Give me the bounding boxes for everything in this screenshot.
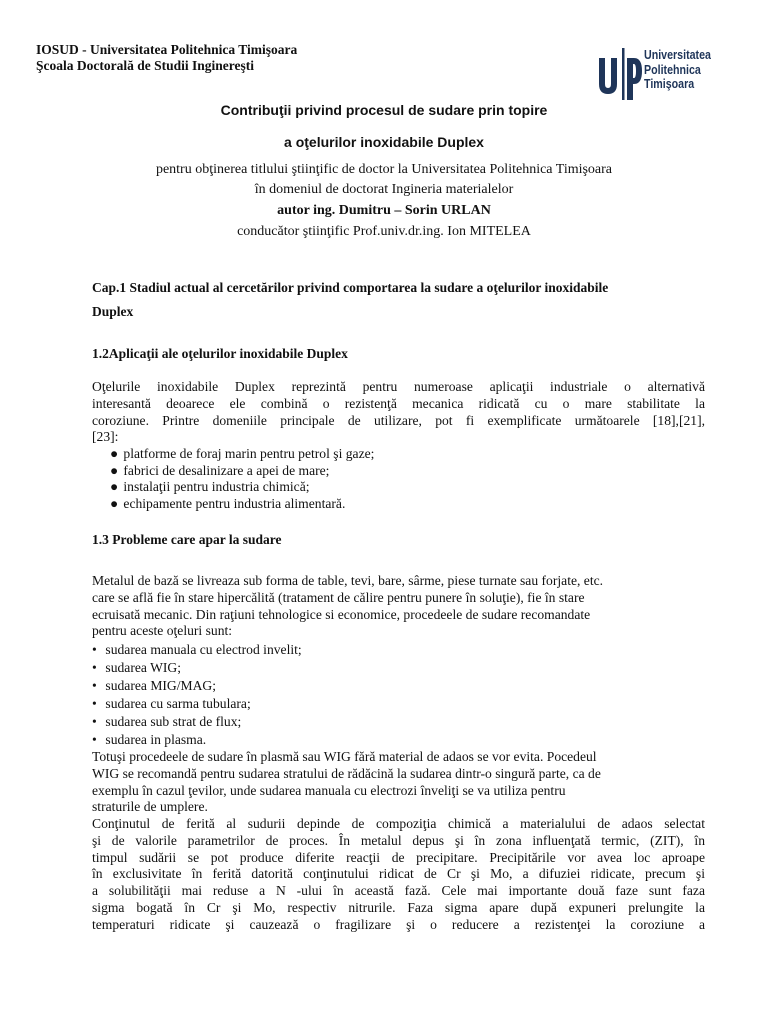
list-item: • sudarea manuala cu electrod invelit; [92,642,302,657]
institution-line-2: Şcoala Doctorală de Studii Inginereşti [36,58,255,73]
logo-line-2: Politehnica [644,61,701,77]
paragraph-line: interesantă deoarece ele combină o rezistenţă mecanica ridicată cu o mare stabilitate la [92,395,705,411]
section-1-3-heading: 1.3 Probleme care apar la sudare [92,532,282,547]
paragraph-line: ecruisată mecanic. Din raţiuni tehnologice si economice, procedeele de sudare recomandate [92,606,591,622]
paragraph-line: şi de valorile parametrilor de proces. În metalul depus şi în zona influenţată termic, (ZIT), în [92,832,705,848]
list-item: ● platforme de foraj marin pentru petrol şi gaze; [110,446,375,461]
logo-text [644,48,711,92]
chapter-heading-line-1: Cap.1 Stadiul actual al cercetărilor privind comportarea la sudare a oţelurilor inoxidabile [92,280,609,295]
paragraph-line: Oţelurile inoxidabile Duplex reprezintă pentru numeroase aplicaţii industriale o alternativă [92,379,705,394]
title-line-1: Contribuţii privind procesul de sudare prin topire [220,102,548,118]
list-item: • sudarea cu sarma tubulara; [92,696,251,711]
list-item: • sudarea MIG/MAG; [92,678,217,693]
list-item: ● fabrici de desalinizare a apei de mare; [110,462,330,478]
paragraph-line: a solubilităţii mai reduse a N -ului în această fază. Cele mai importante două faze sunt faza [92,883,705,899]
list-item: ● instalaţii pentru industria chimică; [110,479,310,494]
paragraph-line: Totuşi procedeele de sudare în plasmă sau WIG fără material de adaos se vor evita. Pocedeul [92,749,597,764]
paragraph-line: coroziune. Printre domeniile principale de utilizare, pot fi exemplificate următoarele [18],[21], [92,412,705,428]
institution-line-1: IOSUD - Universitatea Politehnica Timişoara [36,42,298,57]
logo-line-1: Universitatea [644,47,711,62]
paragraph-line: Metalul de bază se livreaza sub forma de table, tevi, bare, sârme, piese turnate sau forjate, etc. [92,573,604,588]
thesis-author: autor ing. Dumitru – Sorin URLAN [277,203,491,218]
paragraph-line: temperaturi ridicate şi cauzează o fragilizare şi o reducere a rezistenţei la coroziune a [92,916,705,932]
paragraph-line: [23]: [92,429,119,445]
welding-processes-list [92,641,302,749]
list-item: ● echipamente pentru industria alimentară. [110,495,346,511]
paragraph-line: straturile de umplere. [92,799,208,815]
up-logo-icon [596,44,642,104]
logo-line-3: Timişoara [644,76,695,91]
university-logo [596,44,746,104]
section-1-2-heading: 1.2Aplicaţii ale oţelurilor inoxidabile Duplex [92,346,348,361]
paragraph-line: WIG se recomandă pentru sudarea stratului de rădăcină la sudarea dintr-o singură parte, ca de [92,765,601,781]
paragraph-line: în exclusivitate în ferită datorită conţinutului ridicat de Cr şi Mo, a difuziei ridicate, precum şi [92,866,705,882]
section-1-3-paragraph-3 [92,816,705,934]
thesis-advisor: conducător ştiinţific Prof.univ.dr.ing. Ion MITELEA [237,224,531,239]
thesis-purpose: pentru obţinerea titlului ştiinţific de doctor la Universitatea Politehnica Timişoara [155,162,613,177]
paragraph-line: Conţinutul de ferită al sudurii depinde de compoziţia chimică a materialului de adaos selectat [92,816,705,831]
paragraph-line: care se află fie în stare hipercălită (tratament de călire pentru punere în soluţie), fie în stare [92,589,585,605]
section-1-3-paragraph-2 [92,749,705,816]
section-1-2-paragraph [92,379,705,446]
applications-list [110,446,374,512]
paragraph-line: exemplu în cazul ţevilor, unde sudarea manuala cu electrozi înveliţi se va utiliza pentru [92,782,566,798]
thesis-domain: în domeniul de doctorat Ingineria materialelor [254,182,514,197]
paragraph-line: timpul sudării se pot produce diferite reacţii de precipitare. Precipitările vor avea loc aproape [92,849,705,865]
paragraph-line: pentru aceste oţeluri sunt: [92,623,233,639]
list-item: • sudarea sub strat de flux; [92,714,242,729]
list-item: • sudarea WIG; [92,660,182,675]
section-1-3-paragraph-1 [92,573,705,640]
paragraph-line: sigma bogată în Cr şi Mo, respectiv nitrurile. Faza sigma apare după expuneri prelungite la [92,899,705,915]
chapter-heading-line-2: Duplex [92,304,134,319]
list-item: • sudarea in plasma. [92,732,207,747]
title-line-2: a oţelurilor inoxidabile Duplex [284,134,484,150]
institution-header [36,42,297,74]
